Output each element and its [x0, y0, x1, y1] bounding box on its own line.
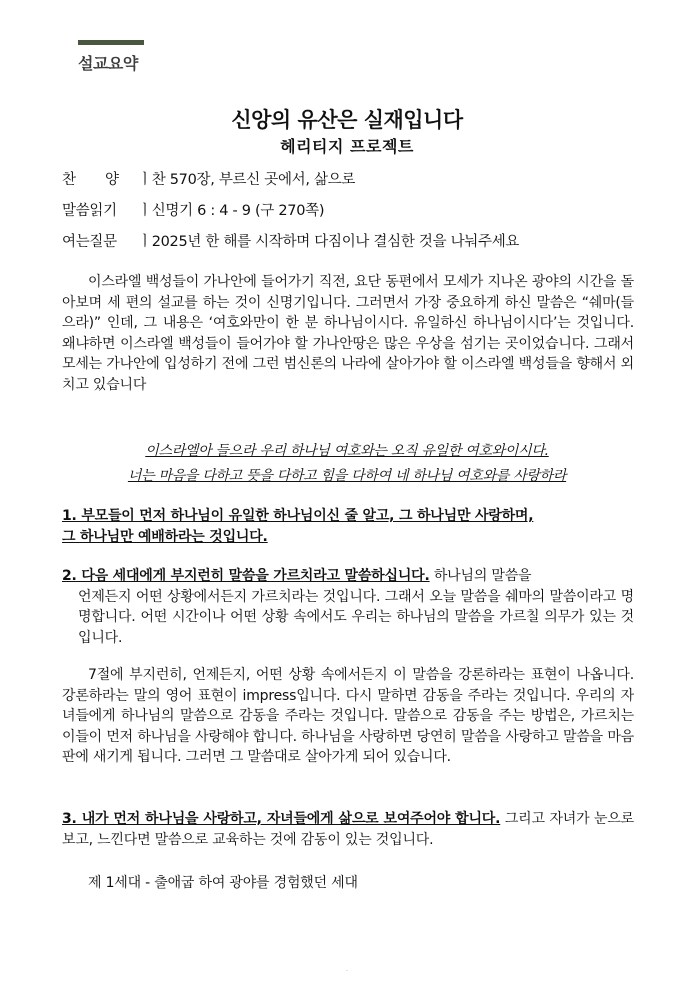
point-3-heading: 3. 내가 먼저 하나님을 사랑하고, 자녀들에게 삶으로 보여주어야 합니다. — [62, 811, 501, 827]
point-3-body: 그리고 자녀가 눈으로 보고, 느낀다면 말씀으로 교육하는 것에 감동이 있는 것입니다. — [62, 811, 634, 848]
quote-line-2: 너는 마음을 다하고 뜻을 다하고 힘을 다하여 네 하나님 여호와를 사랑하라 — [127, 468, 567, 484]
sermon-title: 신앙의 유산은 실재입니다 — [231, 108, 463, 132]
meta-value: ㅣ2025년 한 해를 시작하며 다짐이나 결심한 것을 나눠주세요 — [138, 234, 520, 250]
meta-row-hymn — [62, 168, 355, 189]
meta-value: ㅣ찬 570장, 부르신 곳에서, 삶으로 — [138, 172, 356, 188]
point-2-heading: 2. 다음 세대에게 부지런히 말씀을 가르치라고 말씀하십니다. — [62, 568, 430, 584]
intro-paragraph: 이스라엘 백성들이 가나안에 들어가기 직전, 요단 동편에서 모세가 지나온 광야의 시간을 돌아보며 세 편의 설교를 하는 것이 신명기입니다. 그러면서 가장 중요하게 하신 말씀은 “쉐마(들으라)” 인데, 그 내용은 ‘여호와만이 한 분 하나님이시다. 유일하신 하나님이시다’는 것입니다. 왜냐하면 이스라엘 백성들이 들어가야 할 가나안땅은 많은 우상을 섬기는 곳이었습니다. 그래서 모세는 가나안에 입성하기 전에 그런 범신론의 나라에 살아가야 할 이스라엘 백성들을 향해서 외치고 있습니다 — [62, 274, 634, 393]
footer-dot: . — [346, 966, 348, 973]
meta-label: 찬양 — [62, 172, 149, 188]
brand-bar — [78, 40, 144, 45]
meta-label: 말씀읽기 — [62, 203, 117, 219]
point-3 — [62, 809, 634, 850]
point-1 — [62, 506, 634, 547]
point-2 — [62, 566, 634, 648]
meta-value: ㅣ신명기 6 : 4 - 9 (구 270쪽) — [138, 203, 325, 219]
meta-row-question — [62, 230, 519, 251]
brand-logo — [78, 40, 144, 74]
point-1-heading-line-2: 그 하나님만 예배하라는 것입니다. — [62, 528, 268, 545]
brand-text: 설교요약 — [78, 54, 138, 73]
point-2-body-first: 하나님의 말씀을 — [429, 568, 532, 584]
meta-row-reading — [62, 199, 324, 220]
meta-label: 여는질문 — [62, 234, 117, 250]
point-1-heading-line-1: 1. 부모들이 먼저 하나님이 유일한 하나님이신 줄 알고, 그 하나님만 사랑하며, — [62, 508, 534, 524]
generation-line: 제 1세대 - 출애굽 하여 광야를 경험했던 세대 — [88, 875, 358, 891]
point-2-paragraph-2: 7절에 부지런히, 언제든지, 어떤 상황 속에서든지 이 말씀을 강론하라는 표현이 나옵니다. 강론하라는 말의 영어 표현이 impress입니다. 다시 말하면 감동을 주라는 것입니다. 우리의 자녀들에게 하나님의 말씀으로 감동을 주라는 것입니다. 말씀으로 감동을 주는 방법은, 가르치는 이들이 먼저 하나님을 사랑해야 합니다. 하나님을 사랑하면 당연히 말씀을 사랑하고 말씀을 마음 판에 새기게 됩니다. 그러면 그 말씀대로 살아가게 되어 있습니다. — [62, 667, 634, 765]
sermon-subtitle: 헤리티지 프로젝트 — [280, 137, 414, 156]
quote-line-1: 이스라엘아 들으라 우리 하나님 여호와는 오직 유일한 여호와이시다. — [145, 443, 549, 459]
point-2-body: 언제든지 어떤 상황에서든지 가르치라는 것입니다. 그래서 오늘 말씀을 쉐마의 말씀이라고 명명합니다. 어떤 시간이나 어떤 상황 속에서도 우리는 하나님의 말씀을 가르칠 의무가 있는 것입니다. — [78, 588, 634, 646]
